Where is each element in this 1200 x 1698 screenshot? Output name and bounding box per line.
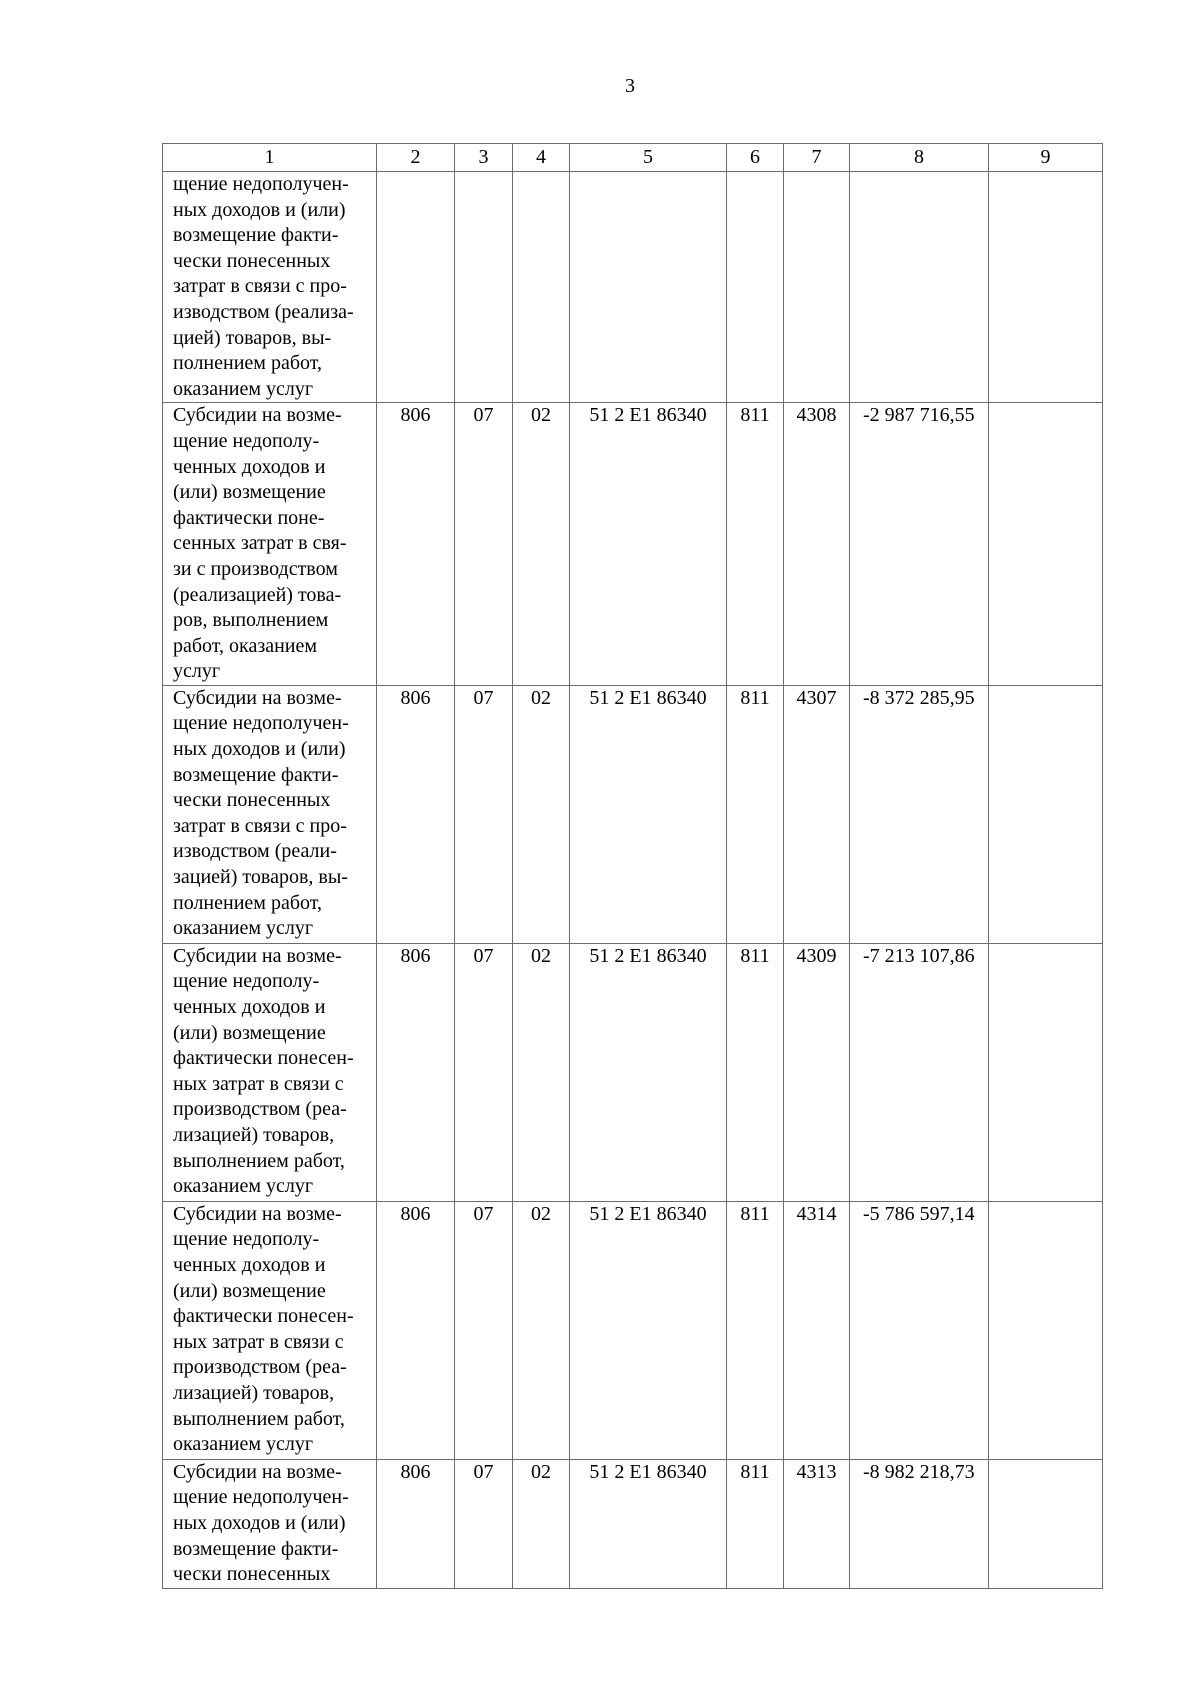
extra-cell (989, 172, 1103, 403)
amount-cell: -8 982 218,73 (850, 1459, 989, 1588)
budget-item-name-line: фактически поне- (173, 506, 325, 529)
amount-cell: -2 987 716,55 (850, 403, 989, 686)
budget-item-name-line: оказанием услуг (173, 377, 314, 400)
budget-item-name-line: возмещение факти- (173, 763, 339, 786)
column-header: 7 (784, 144, 850, 172)
budget-item-name-line: чески понесенных (173, 789, 331, 812)
budget-item-name-line: изводством (реализа- (173, 300, 354, 323)
page-number: 3 (625, 75, 635, 97)
budget-item-name-line: Субсидии на возме- (173, 1460, 342, 1483)
table-row (163, 943, 1103, 1201)
budget-table (162, 143, 1103, 1589)
budget-item-name-line: оказанием услуг (173, 1175, 314, 1198)
budget-item-name (163, 172, 377, 403)
budget-item-name-line: фактически понесен- (173, 1305, 354, 1328)
extra-cell (989, 1459, 1103, 1588)
budget-item-name-line: ченных доходов и (173, 455, 326, 478)
budget-item-name-line: возмещение факти- (173, 224, 339, 247)
budget-item-name (163, 943, 377, 1201)
table-body (163, 172, 1103, 1589)
budget-item-name (163, 1459, 377, 1588)
expense-type-cell (727, 172, 784, 403)
admin-code-cell: 806 (377, 1201, 455, 1459)
admin-code-cell: 806 (377, 1459, 455, 1588)
column-header: 8 (850, 144, 989, 172)
budget-item-name-line: (реализацией) това- (173, 583, 342, 606)
budget-item-name (163, 1201, 377, 1459)
amount-cell: -5 786 597,14 (850, 1201, 989, 1459)
budget-item-name-line: ных затрат в связи с (173, 1072, 344, 1095)
budget-item-name-line: щение недополучен- (173, 173, 349, 195)
budget-item-name-line: оказанием услуг (173, 917, 314, 940)
section-code-cell: 07 (455, 685, 513, 943)
budget-item-name-line: полнением работ, (173, 891, 322, 914)
expense-type-cell: 811 (727, 943, 784, 1201)
code-cell: 4309 (784, 943, 850, 1201)
budget-item-name-line: производством (реа- (173, 1098, 347, 1121)
subsection-code-cell: 02 (513, 1459, 570, 1588)
subsection-code-cell: 02 (513, 1201, 570, 1459)
budget-item-name-line: затрат в связи с про- (173, 814, 347, 837)
budget-item-name-line: цией) товаров, вы- (173, 326, 332, 349)
subsection-code-cell: 02 (513, 943, 570, 1201)
extra-cell (989, 1201, 1103, 1459)
budget-item-name-line: сенных затрат в свя- (173, 532, 347, 555)
amount-cell: -7 213 107,86 (850, 943, 989, 1201)
budget-item-name-line: ных доходов и (или) (173, 738, 346, 761)
budget-item-name-line: ных доходов и (или) (173, 1512, 346, 1535)
table-row (163, 1201, 1103, 1459)
budget-item-name-line: ных затрат в связи с (173, 1330, 344, 1353)
budget-item-name-line: щение недополучен- (173, 1486, 349, 1509)
section-code-cell: 07 (455, 943, 513, 1201)
target-article-cell: 51 2 Е1 86340 (570, 685, 727, 943)
target-article-cell: 51 2 Е1 86340 (570, 1201, 727, 1459)
code-cell (784, 172, 850, 403)
budget-item-name-line: изводством (реали- (173, 840, 337, 863)
extra-cell (989, 685, 1103, 943)
table-row (163, 1459, 1103, 1588)
subsection-code-cell (513, 172, 570, 403)
budget-item-name-line: зи с производством (173, 557, 338, 580)
column-header: 2 (377, 144, 455, 172)
budget-item-name-line: затрат в связи с про- (173, 275, 347, 298)
budget-item-name-line: ченных доходов и (173, 1254, 326, 1277)
admin-code-cell (377, 172, 455, 403)
budget-item-name-line: полнением работ, (173, 352, 322, 375)
budget-item-name-line: ров, выполнением (173, 609, 329, 632)
admin-code-cell: 806 (377, 943, 455, 1201)
table-row (163, 172, 1103, 403)
amount-cell (850, 172, 989, 403)
extra-cell (989, 943, 1103, 1201)
column-header: 6 (727, 144, 784, 172)
budget-item-name-line: ных доходов и (или) (173, 198, 346, 221)
admin-code-cell: 806 (377, 685, 455, 943)
section-code-cell: 07 (455, 1459, 513, 1588)
budget-item-name-line: Субсидии на возме- (173, 944, 342, 967)
budget-item-name-line: услуг (173, 660, 221, 683)
section-code-cell: 07 (455, 1201, 513, 1459)
expense-type-cell: 811 (727, 403, 784, 686)
budget-item-name-line: работ, оказанием (173, 634, 318, 657)
extra-cell (989, 403, 1103, 686)
budget-item-name-line: (или) возмещение (173, 481, 326, 504)
budget-item-name-line: щение недополучен- (173, 712, 349, 735)
budget-item-name-line: ченных доходов и (173, 996, 326, 1019)
column-header: 4 (513, 144, 570, 172)
budget-item-name-line: чески понесенных (173, 1563, 331, 1586)
expense-type-cell: 811 (727, 685, 784, 943)
budget-item-name-line: зацией) товаров, вы- (173, 866, 348, 889)
target-article-cell: 51 2 Е1 86340 (570, 403, 727, 686)
column-header: 3 (455, 144, 513, 172)
budget-item-name-line: чески понесенных (173, 249, 331, 272)
budget-item-name-line: (или) возмещение (173, 1021, 326, 1044)
target-article-cell (570, 172, 727, 403)
budget-item-name (163, 403, 377, 686)
budget-item-name-line: оказанием услуг (173, 1433, 314, 1456)
budget-item-name-line: выполнением работ, (173, 1149, 345, 1172)
target-article-cell: 51 2 Е1 86340 (570, 943, 727, 1201)
code-cell: 4307 (784, 685, 850, 943)
column-header: 9 (989, 144, 1103, 172)
section-code-cell: 07 (455, 403, 513, 686)
budget-item-name-line: Субсидии на возме- (173, 1202, 342, 1225)
code-cell: 4313 (784, 1459, 850, 1588)
budget-item-name-line: Субсидии на возме- (173, 404, 342, 427)
subsection-code-cell: 02 (513, 403, 570, 686)
budget-item-name-line: (или) возмещение (173, 1279, 326, 1302)
header-row (163, 144, 1103, 172)
table-row (163, 685, 1103, 943)
target-article-cell: 51 2 Е1 86340 (570, 1459, 727, 1588)
budget-item-name-line: фактически понесен- (173, 1047, 354, 1070)
section-code-cell (455, 172, 513, 403)
budget-item-name (163, 685, 377, 943)
budget-item-name-line: Субсидии на возме- (173, 686, 342, 709)
budget-item-name-line: лизацией) товаров, (173, 1382, 335, 1405)
budget-item-name-line: производством (реа- (173, 1356, 347, 1379)
column-header: 5 (570, 144, 727, 172)
column-header: 1 (163, 144, 377, 172)
subsection-code-cell: 02 (513, 685, 570, 943)
budget-item-name-line: щение недополу- (173, 1228, 320, 1251)
budget-item-name-line: возмещение факти- (173, 1537, 339, 1560)
budget-item-name-line: лизацией) товаров, (173, 1124, 335, 1147)
budget-item-name-line: щение недополу- (173, 970, 320, 993)
budget-item-name-line: щение недополу- (173, 429, 320, 452)
code-cell: 4314 (784, 1201, 850, 1459)
admin-code-cell: 806 (377, 403, 455, 686)
table-row (163, 403, 1103, 686)
code-cell: 4308 (784, 403, 850, 686)
budget-item-name-line: выполнением работ, (173, 1407, 345, 1430)
expense-type-cell: 811 (727, 1459, 784, 1588)
amount-cell: -8 372 285,95 (850, 685, 989, 943)
expense-type-cell: 811 (727, 1201, 784, 1459)
